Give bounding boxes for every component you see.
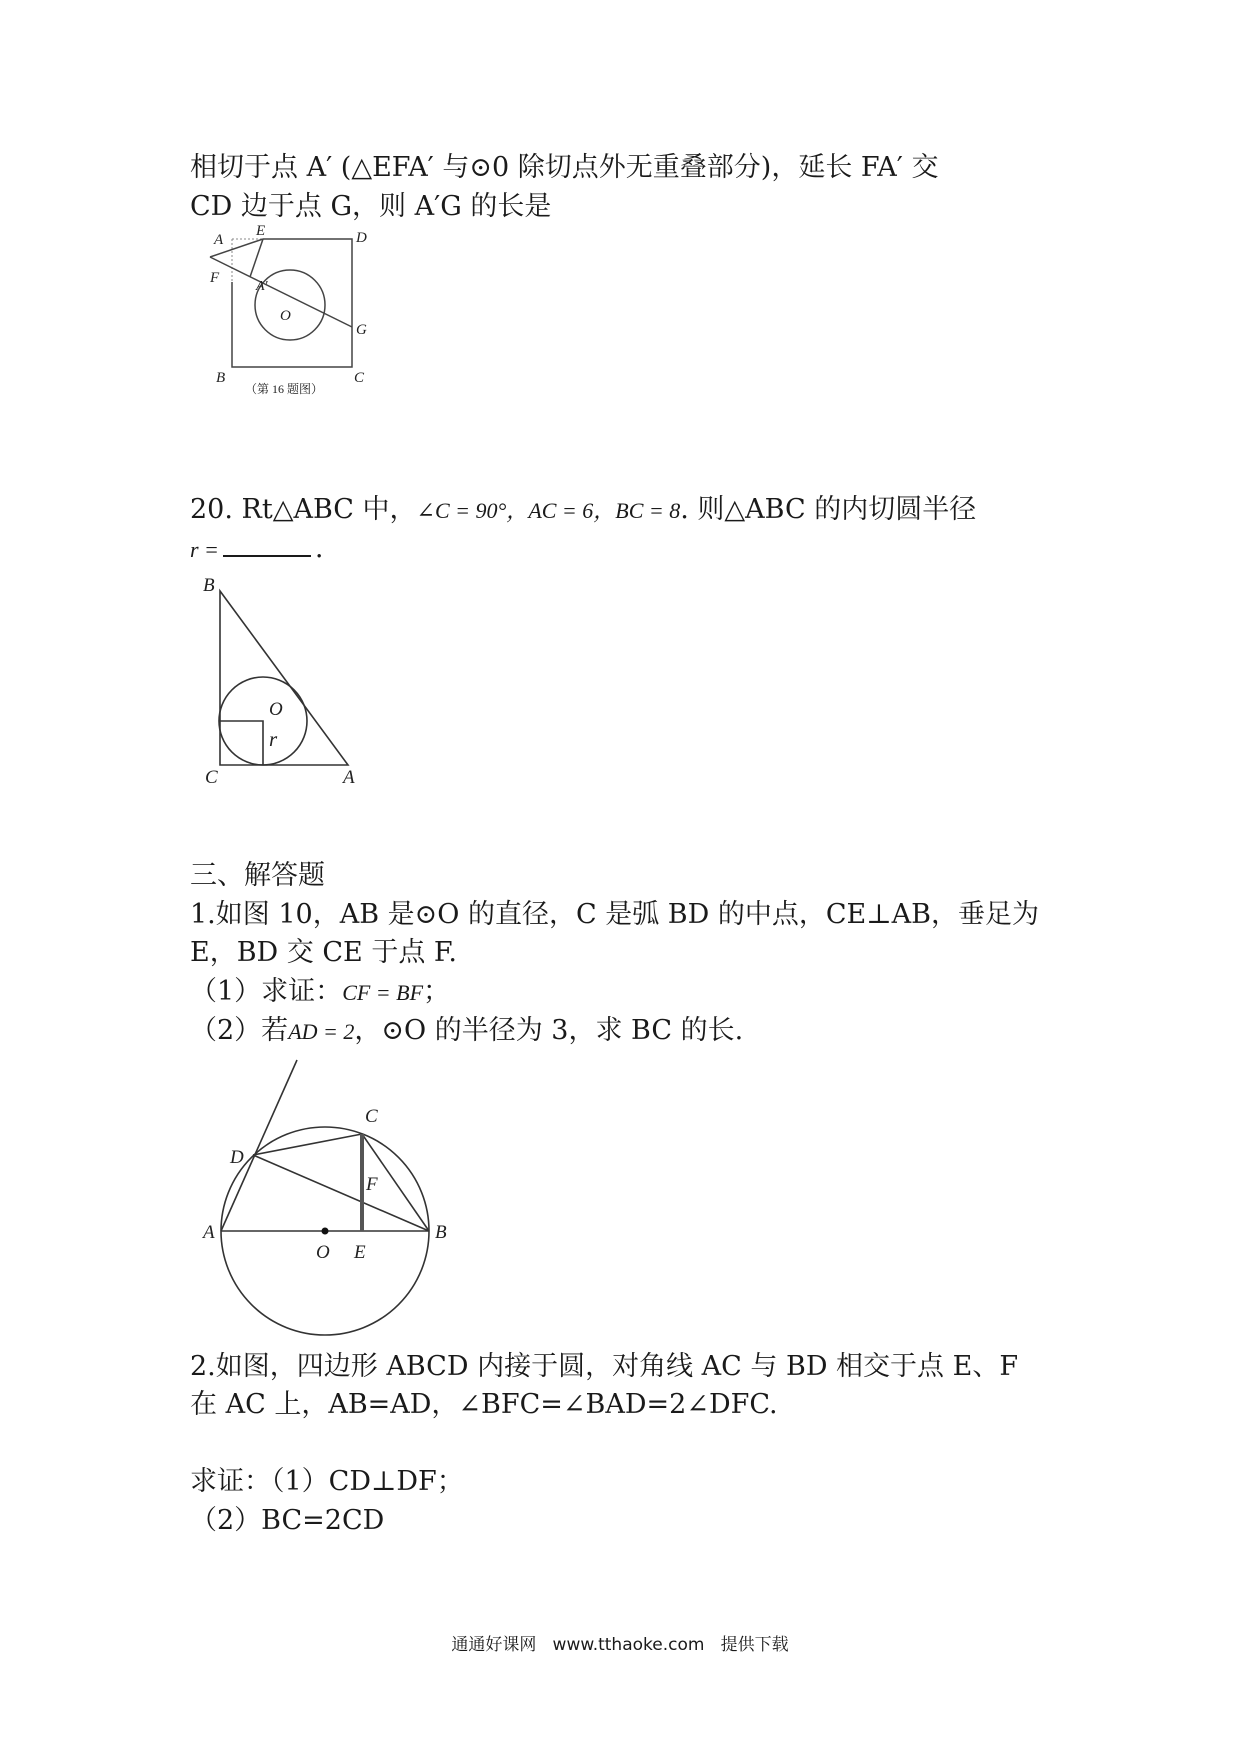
section-3-title: 三、解答题: [190, 860, 325, 891]
q19-text-line2: CD 边于点 G，则 A′G 的长是: [190, 191, 552, 222]
label-r: r: [269, 727, 278, 751]
footer-url[interactable]: www.tthaoke.com: [552, 1635, 705, 1655]
p1-line2: E，BD 交 CE 于点 F.: [190, 937, 458, 968]
label-B: B: [216, 370, 226, 386]
p2-line4: （2）BC=2CD: [190, 1505, 385, 1536]
footer-suffix: 提供下载: [720, 1635, 789, 1655]
label-E: E: [256, 223, 266, 239]
q20-answer-blank: [223, 533, 311, 557]
p1-part1: [190, 974, 450, 1011]
q20-condition-angle: ∠C = 90°，: [416, 498, 529, 523]
p2-line1: 2.如图，四边形 ABCD 内接于圆，对角线 AC 与 BD 相交于点 E、F: [190, 1351, 1019, 1382]
label-F: F: [210, 270, 220, 286]
label-C: C: [365, 1106, 378, 1127]
page-footer: [0, 1630, 1240, 1655]
q20-figure: [195, 573, 395, 788]
p2-line2: 在 AC 上，AB=AD，∠BFC=∠BAD=2∠DFC.: [190, 1389, 778, 1420]
label-D: D: [356, 230, 367, 246]
label-E: E: [354, 1242, 366, 1263]
q20-period: .: [314, 533, 324, 564]
q20-suffix: . 则△ABC 的内切圆半径: [680, 494, 977, 525]
footer-site-name: 通通好课网: [451, 1635, 537, 1655]
label-A: A: [214, 232, 224, 248]
q20-condition-ac: AC = 6，: [528, 498, 616, 523]
p1-part2: [190, 1013, 743, 1050]
label-B: B: [203, 575, 215, 596]
label-A-prime: A′: [256, 279, 268, 294]
q19-text-line1: 相切于点 A′ (△EFA′ 与⊙0 除切点外无重叠部分)，延长 FA′ 交: [190, 152, 939, 183]
label-B: B: [435, 1222, 447, 1243]
p1-part1-math: CF = BF: [342, 980, 424, 1005]
label-A: A: [203, 1222, 215, 1243]
q20-answer-line: [190, 531, 324, 568]
q19-figure: [190, 222, 390, 396]
label-C: C: [354, 370, 365, 386]
q20-r-label: r =: [190, 537, 219, 562]
q20-question-line: [190, 492, 976, 529]
label-A: A: [343, 767, 355, 788]
p1-part1-suffix: ；: [423, 976, 451, 1007]
p1-line1: 1.如图 10，AB 是⊙O 的直径，C 是弧 BD 的中点，CE⊥AB，垂足为: [190, 899, 1039, 930]
label-C: C: [205, 767, 218, 788]
p1-part2-prefix: （2）若: [190, 1015, 289, 1046]
figure-caption: （第 16 题图）: [245, 382, 324, 396]
label-O: O: [280, 308, 291, 324]
p1-part2-suffix: ，⊙O 的半径为 3，求 BC 的长.: [354, 1015, 744, 1046]
label-O: O: [316, 1242, 330, 1263]
p1-part1-prefix: （1）求证：: [190, 976, 343, 1007]
p1-figure: [200, 1060, 460, 1330]
label-G: G: [356, 322, 367, 338]
q20-prefix: 20. Rt△ABC 中，: [190, 494, 417, 525]
p2-line3: 求证：（1）CD⊥DF；: [190, 1466, 464, 1497]
label-O: O: [269, 699, 283, 720]
p1-part2-math: AD = 2: [288, 1019, 355, 1044]
label-D: D: [230, 1147, 244, 1168]
label-F: F: [366, 1174, 378, 1195]
q20-condition-bc: BC = 8: [615, 498, 681, 523]
